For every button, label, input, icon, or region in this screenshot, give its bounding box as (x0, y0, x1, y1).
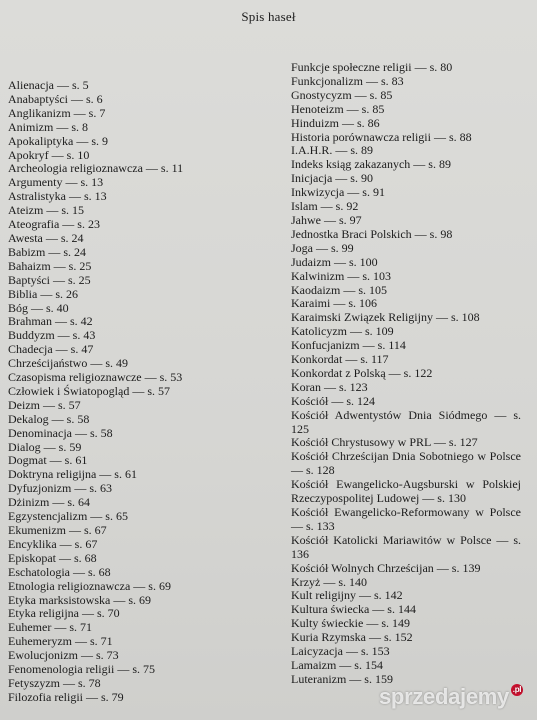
index-entry: Kościół Ewangelicko-Reformowany w Polsce — s. 133 (291, 505, 521, 533)
index-entry: Fenomenologia religii — s. 75 (8, 662, 155, 677)
index-column-left (8, 79, 248, 705)
index-entry: Historia porównawcza religii — s. 88 (291, 129, 472, 144)
index-entry: Inicjacja — s. 90 (291, 171, 373, 186)
index-entry: Gnostycyzm — s. 85 (291, 87, 393, 102)
index-entry: Dialog — s. 59 (8, 439, 82, 454)
index-entry: Fetyszyzm — s. 78 (8, 675, 101, 690)
index-entry: Euhemer — s. 71 (8, 620, 92, 635)
index-entry: Jednostka Braci Polskich — s. 98 (291, 226, 453, 241)
index-entry: Hinduizm — s. 86 (291, 115, 380, 130)
index-entry: Kościół Ewangelicko-Augsburski w Polskiej Rzeczypospolitej Ludowej — s. 130 (291, 477, 521, 506)
index-entry: Konkordat — s. 117 (291, 352, 389, 367)
index-entry: Eschatologia — s. 68 (8, 564, 111, 579)
index-entry: Katolicyzm — s. 109 (291, 324, 394, 339)
index-entry: Konkordat z Polską — s. 122 (291, 365, 433, 380)
index-entry: Człowiek i Światopogląd — s. 57 (8, 383, 170, 398)
index-entry: Animizm — s. 8 (8, 119, 88, 134)
index-entry: Doktryna religijna — s. 61 (8, 467, 137, 482)
index-entry: Kościół — s. 124 (291, 393, 375, 408)
index-entry: Anabaptyści — s. 6 (8, 91, 103, 106)
index-entry: Konfucjanizm — s. 114 (291, 338, 406, 353)
index-entry: Awesta — s. 24 (8, 230, 84, 245)
index-entry: Astralistyka — s. 13 (8, 189, 107, 204)
index-entry: Kalwinizm — s. 103 (291, 268, 391, 283)
index-entry: Ateografia — s. 23 (8, 217, 100, 232)
index-entry: Kuria Rzymska — s. 152 (291, 630, 413, 645)
index-entry: Islam — s. 92 (291, 199, 359, 214)
index-entry: Joga — s. 99 (291, 240, 354, 255)
index-entry: Bóg — s. 40 (8, 300, 69, 315)
index-entry: Encyklika — s. 67 (8, 536, 98, 551)
watermark-badge: .pl (512, 685, 522, 694)
index-entry: Kulty świeckie — s. 149 (291, 616, 410, 631)
index-entry: Buddyzm — s. 43 (8, 328, 96, 343)
index-entry: Brahman — s. 42 (8, 314, 93, 329)
index-entry: Argumenty — s. 13 (8, 175, 104, 190)
index-entry: Kościół Katolicki Mariawitów w Polsce — s. 136 (291, 532, 521, 561)
index-entry: Funkcje społeczne religii — s. 80 (291, 60, 453, 74)
index-entry: Laicyzacja — s. 153 (291, 644, 390, 659)
index-entry: Etyka marksistowska — s. 69 (8, 592, 151, 607)
index-column-right (291, 61, 521, 687)
index-entry: Koran — s. 123 (291, 379, 368, 394)
index-entry: Apokaliptyka — s. 9 (8, 133, 108, 148)
index-entry: Karaimi — s. 106 (291, 296, 377, 311)
index-entry: Archeologia religioznawcza — s. 11 (8, 161, 184, 176)
index-entry: Egzystencjalizm — s. 65 (8, 509, 128, 524)
index-entry: Luteranizm — s. 159 (291, 671, 393, 686)
index-entry: Denominacja — s. 58 (8, 425, 113, 440)
index-entry: Dżinizm — s. 64 (8, 495, 90, 510)
index-entry: Judaizm — s. 100 (291, 254, 378, 269)
index-entry: Deizm — s. 57 (8, 397, 81, 412)
index-entry: Etnologia religioznawcza — s. 69 (8, 578, 171, 593)
index-entry: Kultura świecka — s. 144 (291, 602, 416, 617)
index-entry: Lamaizm — s. 154 (291, 657, 383, 672)
index-entry: Dyfuzjonizm — s. 63 (8, 481, 112, 496)
index-entry: I.A.H.R. — s. 89 (291, 143, 374, 158)
index-entry: Etyka religijna — s. 70 (8, 606, 120, 621)
index-entry: Jahwe — s. 97 (291, 212, 362, 227)
index-entry: Karaimski Związek Religijny — s. 108 (291, 310, 480, 325)
index-entry: Henoteizm — s. 85 (291, 101, 385, 116)
index-entry: Anglikanizm — s. 7 (8, 105, 106, 120)
index-entry: Filozofia religii — s. 79 (8, 689, 124, 704)
index-entry: Kaodaizm — s. 105 (291, 282, 387, 297)
index-entry: Euhemeryzm — s. 71 (8, 634, 113, 649)
index-entry: Kościół Chrystusowy w PRL — s. 127 (291, 435, 478, 450)
index-entry: Funkcjonalizm — s. 83 (291, 73, 404, 88)
index-entry: Ewolucjonizm — s. 73 (8, 648, 119, 663)
index-entry: Kult religijny — s. 142 (291, 588, 403, 603)
index-entry: Apokryf — s. 10 (8, 147, 90, 162)
index-entry: Chadecja — s. 47 (8, 342, 94, 357)
index-entry: Inkwizycja — s. 91 (291, 185, 385, 200)
index-entry: Kościół Adwentystów Dnia Siódmego — s. 125 (291, 407, 521, 436)
index-entry: Episkopat — s. 68 (8, 550, 97, 565)
index-entry: Biblia — s. 26 (8, 286, 79, 301)
index-entry: Bahaizm — s. 25 (8, 258, 92, 273)
index-entry: Indeks ksiąg zakazanych — s. 89 (291, 157, 451, 172)
index-entry: Babizm — s. 24 (8, 244, 86, 259)
watermark-logo (379, 684, 523, 710)
index-entry: Ekumenizm — s. 67 (8, 523, 107, 537)
index-entry: Dekalog — s. 58 (8, 411, 90, 426)
index-entry: Krzyż — s. 140 (291, 574, 367, 589)
index-entry: Ateizm — s. 15 (8, 203, 84, 218)
watermark-text: sprzedajemy (379, 684, 509, 709)
index-entry: Dogmat — s. 61 (8, 453, 88, 468)
page-title: Spis haseł (241, 9, 296, 24)
index-entry: Kościół Chrześcijan Dnia Sobotniego w Polsce — s. 128 (291, 449, 521, 478)
index-entry: Baptyści — s. 25 (8, 272, 91, 287)
index-entry: Chrześcijaństwo — s. 49 (8, 356, 128, 371)
index-entry: Alienacja — s. 5 (8, 78, 89, 92)
index-entry: Czasopisma religioznawcze — s. 53 (8, 370, 183, 385)
index-entry: Kościół Wolnych Chrześcijan — s. 139 (291, 560, 481, 575)
